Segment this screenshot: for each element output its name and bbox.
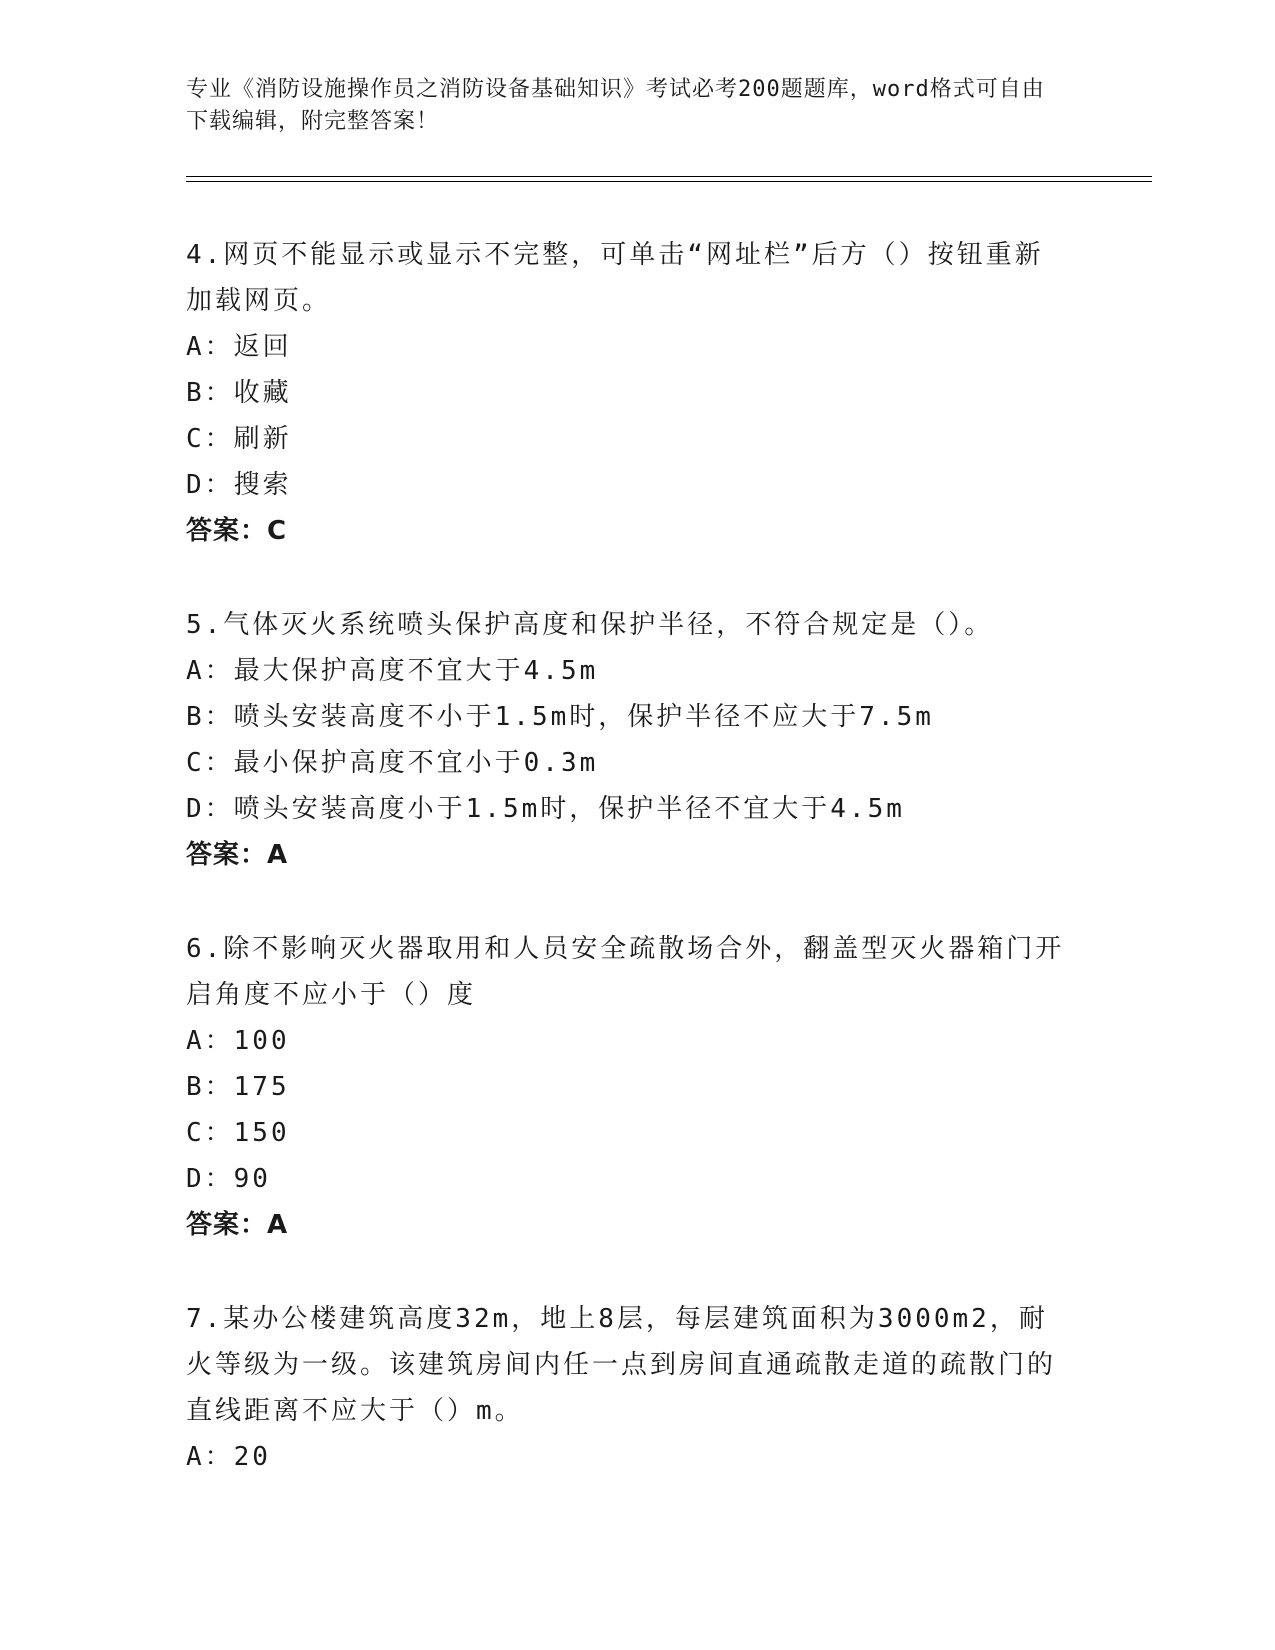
question-4 xyxy=(186,232,1066,554)
question-6 xyxy=(186,926,1066,1248)
option-c: C：150 xyxy=(186,1118,290,1148)
question-stem: 7.某办公楼建筑高度32m，地上8层，每层建筑面积为3000m2，耐火等级为一级。该建筑房间内任一点到房间直通疏散走道的疏散门的直线距离不应大于（）m。 xyxy=(186,1304,1057,1426)
option-c: C：刷新 xyxy=(186,424,292,454)
answer-label: 答案：C xyxy=(186,516,288,546)
question-list xyxy=(186,232,1066,1528)
question-5 xyxy=(186,602,1066,878)
question-stem: 5.气体灭火系统喷头保护高度和保护半径，不符合规定是（）。 xyxy=(186,610,994,640)
option-a: A：最大保护高度不宜大于4.5m xyxy=(186,656,599,686)
option-b: B：175 xyxy=(186,1072,290,1102)
option-b: B：收藏 xyxy=(186,378,292,408)
option-d: D：90 xyxy=(186,1164,271,1194)
option-a: A：返回 xyxy=(186,332,292,362)
header-divider-top xyxy=(186,176,1152,177)
question-stem: 4.网页不能显示或显示不完整，可单击“网址栏”后方（）按钮重新加载网页。 xyxy=(186,240,1044,316)
option-d: D：喷头安装高度小于1.5m时，保护半径不宜大于4.5m xyxy=(186,794,905,824)
document-header: 专业《消防设施操作员之消防设备基础知识》考试必考200题题库，word格式可自由下载编辑，附完整答案！ xyxy=(186,77,1045,134)
answer-label: 答案：A xyxy=(186,840,289,870)
header-divider-bottom xyxy=(186,181,1152,182)
option-a: A：100 xyxy=(186,1026,290,1056)
option-a: A：20 xyxy=(186,1442,271,1472)
question-7 xyxy=(186,1296,1066,1480)
option-b: B：喷头安装高度不小于1.5m时，保护半径不应大于7.5m xyxy=(186,702,934,732)
option-d: D：搜索 xyxy=(186,470,292,500)
question-stem: 6.除不影响灭火器取用和人员安全疏散场合外，翻盖型灭火器箱门开启角度不应小于（）度 xyxy=(186,934,1065,1010)
option-c: C：最小保护高度不宜小于0.3m xyxy=(186,748,599,778)
answer-label: 答案：A xyxy=(186,1210,289,1240)
